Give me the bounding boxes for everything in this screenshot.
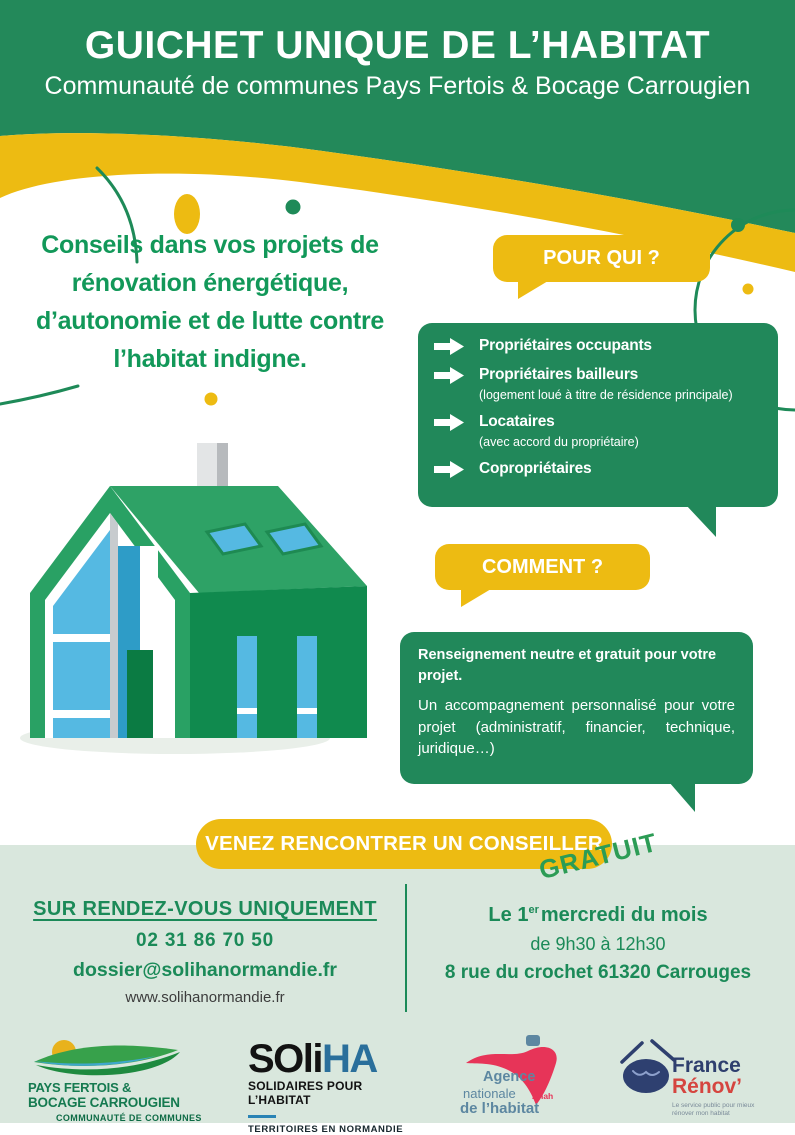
info-body-text: Un accompagnement personnalisé pour votre projet (administratif, financier, technique, juridique…) [418,697,735,757]
soliha-wordmark-blue: HA [322,1037,377,1081]
schedule-day-suffix: mercredi du mois [540,904,708,926]
cdc-name-line3: COMMUNAUTÉ DE COMMUNES [56,1113,202,1123]
audience-item-note: (logement loué à titre de résidence principale) [479,388,733,402]
audience-item-label: Propriétaires bailleurs [479,366,639,383]
cdc-logo [28,1036,213,1123]
soliha-logo [248,1037,428,1135]
page-title: GUICHET UNIQUE DE L’HABITAT [84,24,711,67]
schedule-day [420,904,776,927]
soliha-divider [248,1115,276,1118]
intro-line: Conseils dans vos projets de [41,231,379,259]
france-renov-tagline [672,1102,754,1118]
audience-box [418,323,778,507]
comment-bubble [435,544,650,590]
footer-divider [405,884,407,1012]
audience-item [434,336,764,356]
cdc-name-line1: PAYS FERTOIS & [28,1080,132,1095]
contact-block [20,898,390,1006]
soliha-region: TERRITOIRES EN NORMANDIE [248,1124,404,1135]
schedule-day-prefix: Le 1 [488,904,529,926]
arrow-right-icon [434,414,464,431]
info-box [400,632,753,784]
audience-item-label: Locataires [479,413,555,430]
house-illustration [20,443,367,754]
comment-label: COMMENT ? [481,555,604,578]
arrow-right-icon [434,367,464,384]
france-renov-logo [610,1030,785,1122]
decor-green-dot-left [286,200,301,215]
intro-line: rénovation énergétique, [71,269,349,297]
audience-item-note: (avec accord du propriétaire) [479,435,639,449]
cdc-logo-graphic [28,1036,188,1078]
france-renov-graphic [618,1038,680,1098]
soliha-wordmark [248,1037,428,1081]
phone-number: 02 31 86 70 50 [136,930,274,951]
info-bold-text: Renseignement neutre et gratuit pour votre projet. [418,647,717,684]
anah-line1: Agence [483,1069,536,1085]
schedule-day-ordinal: er [528,904,539,917]
website-url: www.solihanormandie.fr [125,989,285,1006]
appointment-heading: SUR RENDEZ-VOUS UNIQUEMENT [33,898,377,920]
audience-item [434,459,764,479]
decor-green-dot-right [731,218,745,232]
intro-line: d’autonomie et de lutte contre [36,307,384,335]
soliha-tagline: SOLIDAIRES POUR L’HABITAT [248,1079,363,1107]
email-address: dossier@solihanormandie.fr [73,959,337,981]
arrow-right-icon [434,461,464,478]
audience-item [434,412,764,432]
schedule-hours: de 9h30 à 12h30 [530,934,666,954]
anah-line3: de l’habitat [460,1100,540,1117]
france-renov-tagline-line1: Le service public pour mieux [672,1102,755,1109]
audience-item-label: Propriétaires occupants [479,337,652,354]
schedule-address: 8 rue du crochet 61320 Carrouges [444,962,752,983]
intro-line: l’habitat indigne. [113,345,307,373]
soliha-wordmark-black: SOli [248,1037,323,1081]
audience-item-label: Copropriétaires [479,460,592,477]
anah-abbr: Anah [532,1091,554,1101]
meet-advisor-label: VENEZ RENCONTRER UN CONSEILLER [205,832,603,855]
audience-item [434,365,764,385]
schedule-block [420,904,776,984]
arrow-right-icon [434,338,464,355]
cdc-name-line2: BOCAGE CARROUGIEN [28,1095,180,1110]
free-label: GRATUIT [536,826,661,886]
decor-yellow-dot-left [205,393,218,406]
anah-line2: nationale [463,1086,516,1101]
page-subtitle: Communauté de communes Pays Fertois & Bocage Carrougien [44,72,751,100]
anah-logo [460,1031,570,1121]
decor-yellow-dot-right [743,284,754,295]
france-renov-line2: Rénov’ [672,1075,743,1098]
france-renov-line1: France [672,1054,741,1077]
france-renov-tagline-line2: rénover mon habitat [672,1110,730,1117]
pour-qui-label: POUR QUI ? [543,247,660,269]
intro-text [8,226,412,378]
decor-curve-bottom-left [0,386,78,404]
pour-qui-bubble [493,235,710,282]
